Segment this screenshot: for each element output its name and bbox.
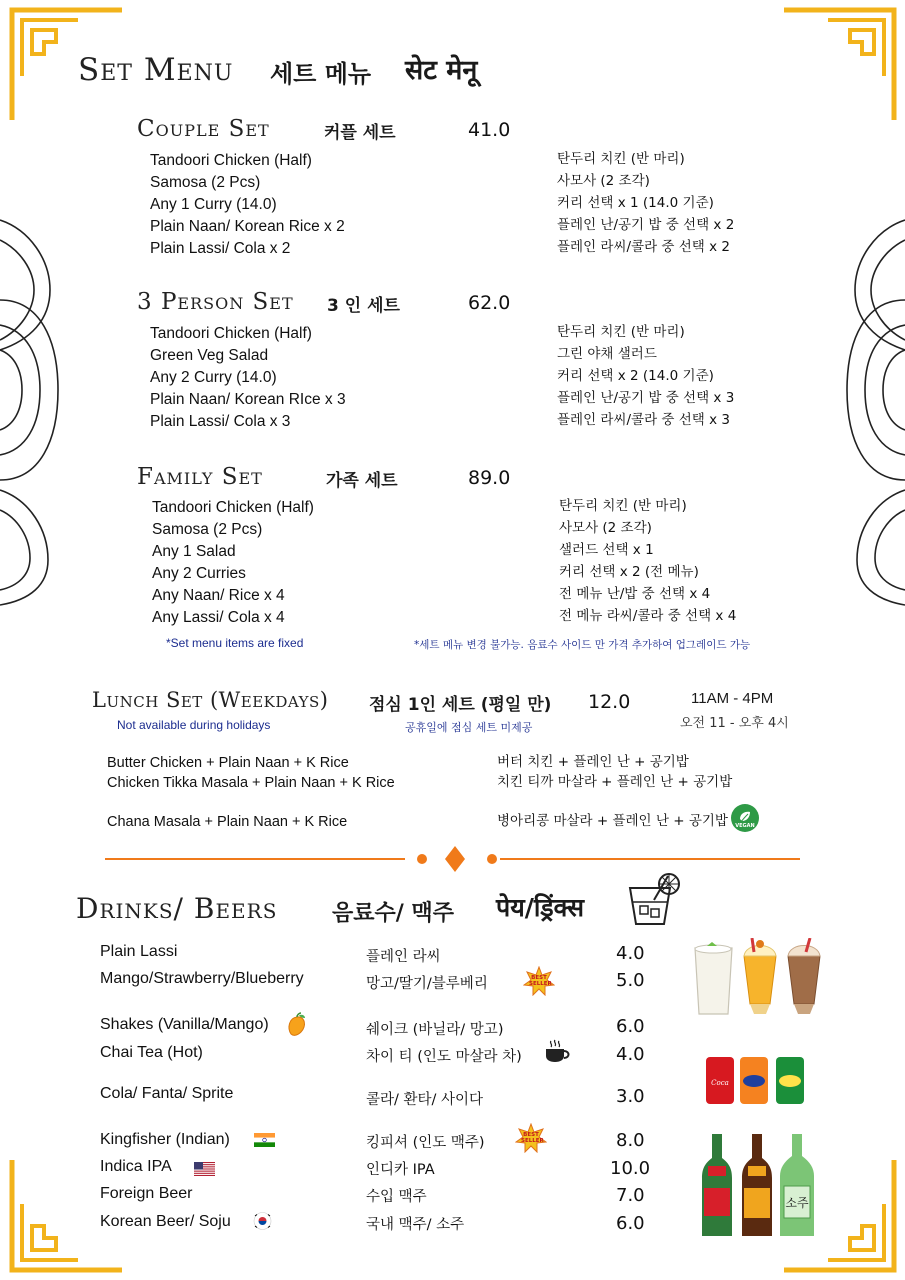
list-item: 사모사 (2 조각) [559,520,652,536]
list-item: Any 1 Salad [152,543,236,560]
list-item: Plain Lassi/ Cola x 3 [150,413,291,430]
drink-name-korean: 차이 티 (인도 마살라 차) [366,1049,522,1065]
couple-set-heading: Couple Set [137,116,270,142]
couple-set-heading-korean: 커플 세트 [324,123,396,143]
list-item: 탄두리 치킨 (반 마리) [557,324,685,340]
korea-flag-icon [252,1212,273,1230]
soju-bottle-label: 소주 [785,1196,809,1210]
drink-price: 3.0 [616,1086,645,1107]
list-item: 전 메뉴 라씨/콜라 중 선택 x 4 [559,608,737,624]
drink-price: 7.0 [616,1185,645,1206]
drink-name: Plain Lassi [100,943,178,960]
drink-name-korean: 쉐이크 (바닐라/ 망고) [366,1022,504,1038]
drink-price: 10.0 [610,1158,651,1179]
set-menu-title-korean: 세트 메뉴 [270,60,372,88]
list-item: Plain Lassi/ Cola x 2 [150,240,291,257]
lassi-glasses-image [692,938,824,1018]
drink-name: Kingfisher (Indian) [100,1131,230,1148]
lunch-set-heading-korean: 점심 1인 세트 (평일 만) [369,695,552,715]
corner-frame-top-right [780,6,898,124]
drink-name-korean: 망고/딸기/블루베리 [366,976,488,992]
list-item: 플레인 난/공기 밥 중 선택 x 2 [557,217,735,233]
lunch-hours: 11AM - 4PM [691,690,774,707]
best-seller-badge-icon [523,966,555,996]
drink-name-korean: 수입 맥주 [366,1189,427,1205]
lunch-item-chana-masala: Chana Masala + Plain Naan + K Rice [107,814,348,830]
list-item: 플레인 라씨/콜라 중 선택 x 2 [557,239,730,255]
drink-price: 6.0 [616,1213,645,1234]
svg-text:Coca: Coca [711,1079,729,1087]
list-item: 커리 선택 x 1 (14.0 기준) [557,195,714,211]
vegan-label: VEGAN [735,823,755,829]
list-item: 사모사 (2 조각) [557,173,650,189]
lunch-set-price: 12.0 [588,691,631,713]
best-seller-label: BEST SELLER [529,975,552,987]
drink-price: 8.0 [616,1130,645,1151]
list-item: 플레인 난/공기 밥 중 선택 x 3 [557,390,735,406]
vegan-badge-icon [731,804,759,832]
lunch-hours-korean: 오전 11 - 오후 4시 [680,716,789,731]
lunch-item-tikka-masala-korean: 치킨 티까 마살라 + 플레인 난 + 공기밥 [497,774,733,790]
drink-name: Cola/ Fanta/ Sprite [100,1085,234,1102]
list-item: Green Veg Salad [150,347,269,364]
three-person-set-heading-korean: 3 인 세트 [327,296,400,316]
couple-set-items [150,150,345,260]
lunch-item-butter-chicken: Butter Chicken + Plain Naan + K Rice [107,755,349,771]
drink-name-korean: 플레인 라씨 [366,949,441,965]
mandala-right-decoration [845,190,905,610]
india-flag-icon [254,1133,275,1147]
mango-icon [285,1012,309,1038]
three-person-set-price: 62.0 [468,292,511,314]
drinks-title-korean: 음료수/ 맥주 [332,901,454,926]
drink-name: Shakes (Vanilla/Mango) [100,1016,269,1033]
drink-price: 4.0 [616,943,645,964]
three-person-set-items [150,323,346,433]
mandala-left-decoration [0,190,60,610]
drink-name-korean: 콜라/ 환타/ 사이다 [366,1092,484,1108]
list-item: Any 2 Curries [152,565,246,582]
set-menu-title: Set Menu [78,52,234,88]
drink-name-korean: 인디카 IPA [366,1162,435,1178]
list-item: Samosa (2 Pcs) [150,174,261,191]
list-item: 전 메뉴 난/밥 중 선택 x 4 [559,586,711,602]
lunch-item-chana-masala-korean: 병아리콩 마살라 + 플레인 난 + 공기밥 [497,813,728,829]
drink-name: Korean Beer/ Soju [100,1213,231,1230]
list-item: Tandoori Chicken (Half) [150,152,312,169]
list-item: Any 1 Curry (14.0) [150,196,277,213]
best-seller-badge-icon [515,1123,547,1153]
drink-name: Mango/Strawberry/Blueberry [100,970,304,987]
couple-set-items-korean [557,148,734,258]
drinks-title: Drinks/ Beers [76,892,278,925]
couple-set-price: 41.0 [468,119,511,141]
drink-name: Foreign Beer [100,1185,193,1202]
list-item: Tandoori Chicken (Half) [152,499,314,516]
list-item: Any 2 Curry (14.0) [150,369,277,386]
family-set-heading-korean: 가족 세트 [326,471,398,491]
list-item: Tandoori Chicken (Half) [150,325,312,342]
beer-bottles-image [700,1132,822,1240]
drink-name-korean: 국내 맥주/ 소주 [366,1217,465,1233]
soda-cans-image [704,1054,808,1106]
drink-name-korean: 킹피셔 (인도 맥주) [366,1135,485,1151]
list-item: 커리 선택 x 2 (14.0 기준) [557,368,714,384]
lunch-holiday-note: Not available during holidays [117,718,271,732]
best-seller-label: BEST SELLER [521,1132,544,1144]
cocktail-glass-icon [624,872,682,928]
lunch-holiday-note-korean: 공휴일에 점심 세트 미제공 [405,721,533,734]
drink-name: Indica IPA [100,1158,172,1175]
list-item: Plain Naan/ Korean RIce x 3 [150,391,346,408]
set-menu-note: *Set menu items are fixed [166,636,304,650]
three-person-set-heading: 3 Person Set [137,289,294,315]
lunch-item-tikka-masala: Chicken Tikka Masala + Plain Naan + K Rice [107,775,395,791]
drink-price: 5.0 [616,970,645,991]
three-person-set-items-korean [557,321,734,431]
list-item: Any Naan/ Rice x 4 [152,587,285,604]
hot-tea-cup-icon [542,1039,572,1063]
list-item: 샐러드 선택 x 1 [559,542,654,558]
set-menu-note-korean: *세트 메뉴 변경 불가능. 음료수 사이드 만 가격 추가하여 업그레이드 가능 [414,639,751,651]
lunch-item-butter-chicken-korean: 버터 치킨 + 플레인 난 + 공기밥 [497,754,689,770]
list-item: 그린 야채 샐러드 [557,346,657,362]
drink-price: 4.0 [616,1044,645,1065]
list-item: Samosa (2 Pcs) [152,521,263,538]
drink-price: 6.0 [616,1016,645,1037]
family-set-heading: Family Set [137,464,263,490]
family-set-price: 89.0 [468,467,511,489]
list-item: 탄두리 치킨 (반 마리) [559,498,687,514]
set-menu-title-hindi: सेट मेनू [405,55,478,86]
usa-flag-icon [194,1162,215,1176]
family-set-items [152,497,314,629]
list-item: Any Lassi/ Cola x 4 [152,609,285,626]
section-divider [105,844,800,874]
family-set-items-korean [559,495,736,627]
list-item: 탄두리 치킨 (반 마리) [557,151,685,167]
drinks-title-hindi: पेय/ड्रिंक्स [496,893,585,922]
list-item: Plain Naan/ Korean Rice x 2 [150,218,345,235]
lunch-set-heading: Lunch Set (Weekdays) [92,688,329,712]
list-item: 커리 선택 x 2 (전 메뉴) [559,564,699,580]
list-item: 플레인 라씨/콜라 중 선택 x 3 [557,412,730,428]
drink-name: Chai Tea (Hot) [100,1044,203,1061]
